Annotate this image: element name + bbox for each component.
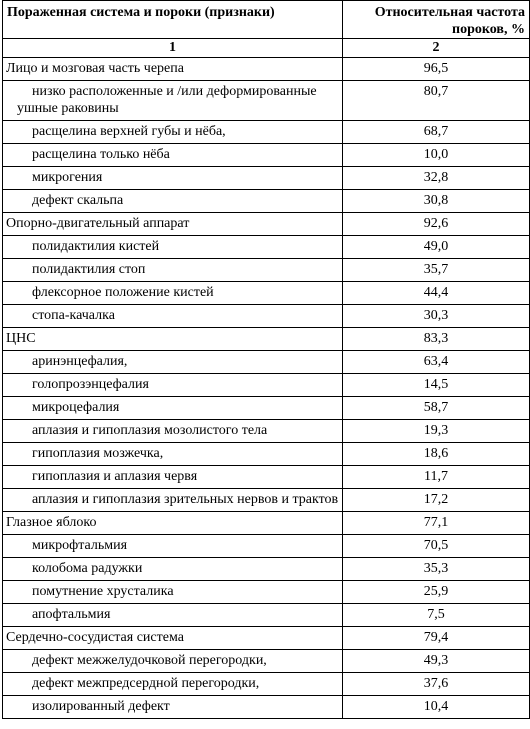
malformation-label: изолированный дефект bbox=[3, 696, 343, 719]
table-row-category bbox=[3, 627, 530, 650]
table-body bbox=[3, 58, 530, 719]
header-frequency-label: Относительная частота пороков, % bbox=[343, 1, 530, 39]
malformation-label: дефект межжелудочковой перегородки, bbox=[3, 650, 343, 673]
frequency-value: 96,5 bbox=[343, 58, 530, 81]
malformation-label: расщелина только нёба bbox=[3, 144, 343, 167]
frequency-value: 37,6 bbox=[343, 673, 530, 696]
column-number-1: 1 bbox=[3, 39, 343, 58]
malformation-label: гипоплазия и аплазия червя bbox=[3, 466, 343, 489]
table-row bbox=[3, 443, 530, 466]
frequency-value: 11,7 bbox=[343, 466, 530, 489]
malformation-label: низко расположенные и /или деформированные ушные раковины bbox=[3, 81, 343, 121]
table-row bbox=[3, 673, 530, 696]
table-row bbox=[3, 121, 530, 144]
table-row bbox=[3, 259, 530, 282]
malformation-label: дефект межпредсердной перегородки, bbox=[3, 673, 343, 696]
malformation-label: расщелина верхней губы и нёба, bbox=[3, 121, 343, 144]
category-label: Опорно-двигательный аппарат bbox=[3, 213, 343, 236]
frequency-value: 77,1 bbox=[343, 512, 530, 535]
malformation-label: дефект скальпа bbox=[3, 190, 343, 213]
table-row bbox=[3, 374, 530, 397]
frequency-value: 7,5 bbox=[343, 604, 530, 627]
table-row bbox=[3, 420, 530, 443]
table-row-category bbox=[3, 213, 530, 236]
frequency-value: 63,4 bbox=[343, 351, 530, 374]
frequency-value: 35,3 bbox=[343, 558, 530, 581]
frequency-value: 17,2 bbox=[343, 489, 530, 512]
category-label: ЦНС bbox=[3, 328, 343, 351]
frequency-value: 44,4 bbox=[343, 282, 530, 305]
malformation-label: микрофтальмия bbox=[3, 535, 343, 558]
frequency-value: 14,5 bbox=[343, 374, 530, 397]
frequency-value: 70,5 bbox=[343, 535, 530, 558]
table-row-category bbox=[3, 328, 530, 351]
malformation-label: колобома радужки bbox=[3, 558, 343, 581]
category-label: Сердечно-сосудистая система bbox=[3, 627, 343, 650]
table-row-category bbox=[3, 512, 530, 535]
table-row bbox=[3, 558, 530, 581]
frequency-value: 83,3 bbox=[343, 328, 530, 351]
table-header bbox=[3, 1, 530, 58]
malformation-label: микрогения bbox=[3, 167, 343, 190]
header-system-label: Пораженная система и пороки (признаки) bbox=[3, 1, 343, 39]
frequency-value: 35,7 bbox=[343, 259, 530, 282]
malformation-label: стопа-качалка bbox=[3, 305, 343, 328]
frequency-value: 32,8 bbox=[343, 167, 530, 190]
column-number-row bbox=[3, 39, 530, 58]
frequency-value: 30,3 bbox=[343, 305, 530, 328]
frequency-value: 92,6 bbox=[343, 213, 530, 236]
frequency-value: 10,4 bbox=[343, 696, 530, 719]
column-number-2: 2 bbox=[343, 39, 530, 58]
table-row bbox=[3, 489, 530, 512]
table-row bbox=[3, 81, 530, 121]
table-row bbox=[3, 144, 530, 167]
category-label: Глазное яблоко bbox=[3, 512, 343, 535]
malformation-label: аплазия и гипоплазия зрительных нервов и трактов bbox=[3, 489, 343, 512]
category-label: Лицо и мозговая часть черепа bbox=[3, 58, 343, 81]
frequency-value: 49,3 bbox=[343, 650, 530, 673]
table-row bbox=[3, 397, 530, 420]
frequency-value: 19,3 bbox=[343, 420, 530, 443]
frequency-value: 58,7 bbox=[343, 397, 530, 420]
table-row bbox=[3, 581, 530, 604]
table-row bbox=[3, 604, 530, 627]
table-row bbox=[3, 167, 530, 190]
malformation-label: полидактилия стоп bbox=[3, 259, 343, 282]
frequency-value: 80,7 bbox=[343, 81, 530, 121]
malformation-label: флексорное положение кистей bbox=[3, 282, 343, 305]
frequency-value: 10,0 bbox=[343, 144, 530, 167]
frequency-value: 18,6 bbox=[343, 443, 530, 466]
malformation-label: апофтальмия bbox=[3, 604, 343, 627]
malformation-label: микроцефалия bbox=[3, 397, 343, 420]
table-row bbox=[3, 535, 530, 558]
malformation-label: аплазия и гипоплазия мозолистого тела bbox=[3, 420, 343, 443]
frequency-value: 25,9 bbox=[343, 581, 530, 604]
frequency-value: 68,7 bbox=[343, 121, 530, 144]
table-row bbox=[3, 466, 530, 489]
malformation-frequency-table bbox=[2, 0, 530, 719]
table-row bbox=[3, 696, 530, 719]
malformation-label: голопрозэнцефалия bbox=[3, 374, 343, 397]
table-row bbox=[3, 190, 530, 213]
table-row bbox=[3, 351, 530, 374]
frequency-value: 30,8 bbox=[343, 190, 530, 213]
malformation-label: помутнение хрусталика bbox=[3, 581, 343, 604]
table-row bbox=[3, 650, 530, 673]
table-row bbox=[3, 236, 530, 259]
malformation-label: аринэнцефалия, bbox=[3, 351, 343, 374]
malformation-label: полидактилия кистей bbox=[3, 236, 343, 259]
table-row-category bbox=[3, 58, 530, 81]
frequency-value: 49,0 bbox=[343, 236, 530, 259]
table-row bbox=[3, 282, 530, 305]
malformation-label: гипоплазия мозжечка, bbox=[3, 443, 343, 466]
table-row bbox=[3, 305, 530, 328]
frequency-value: 79,4 bbox=[343, 627, 530, 650]
header-row bbox=[3, 1, 530, 39]
